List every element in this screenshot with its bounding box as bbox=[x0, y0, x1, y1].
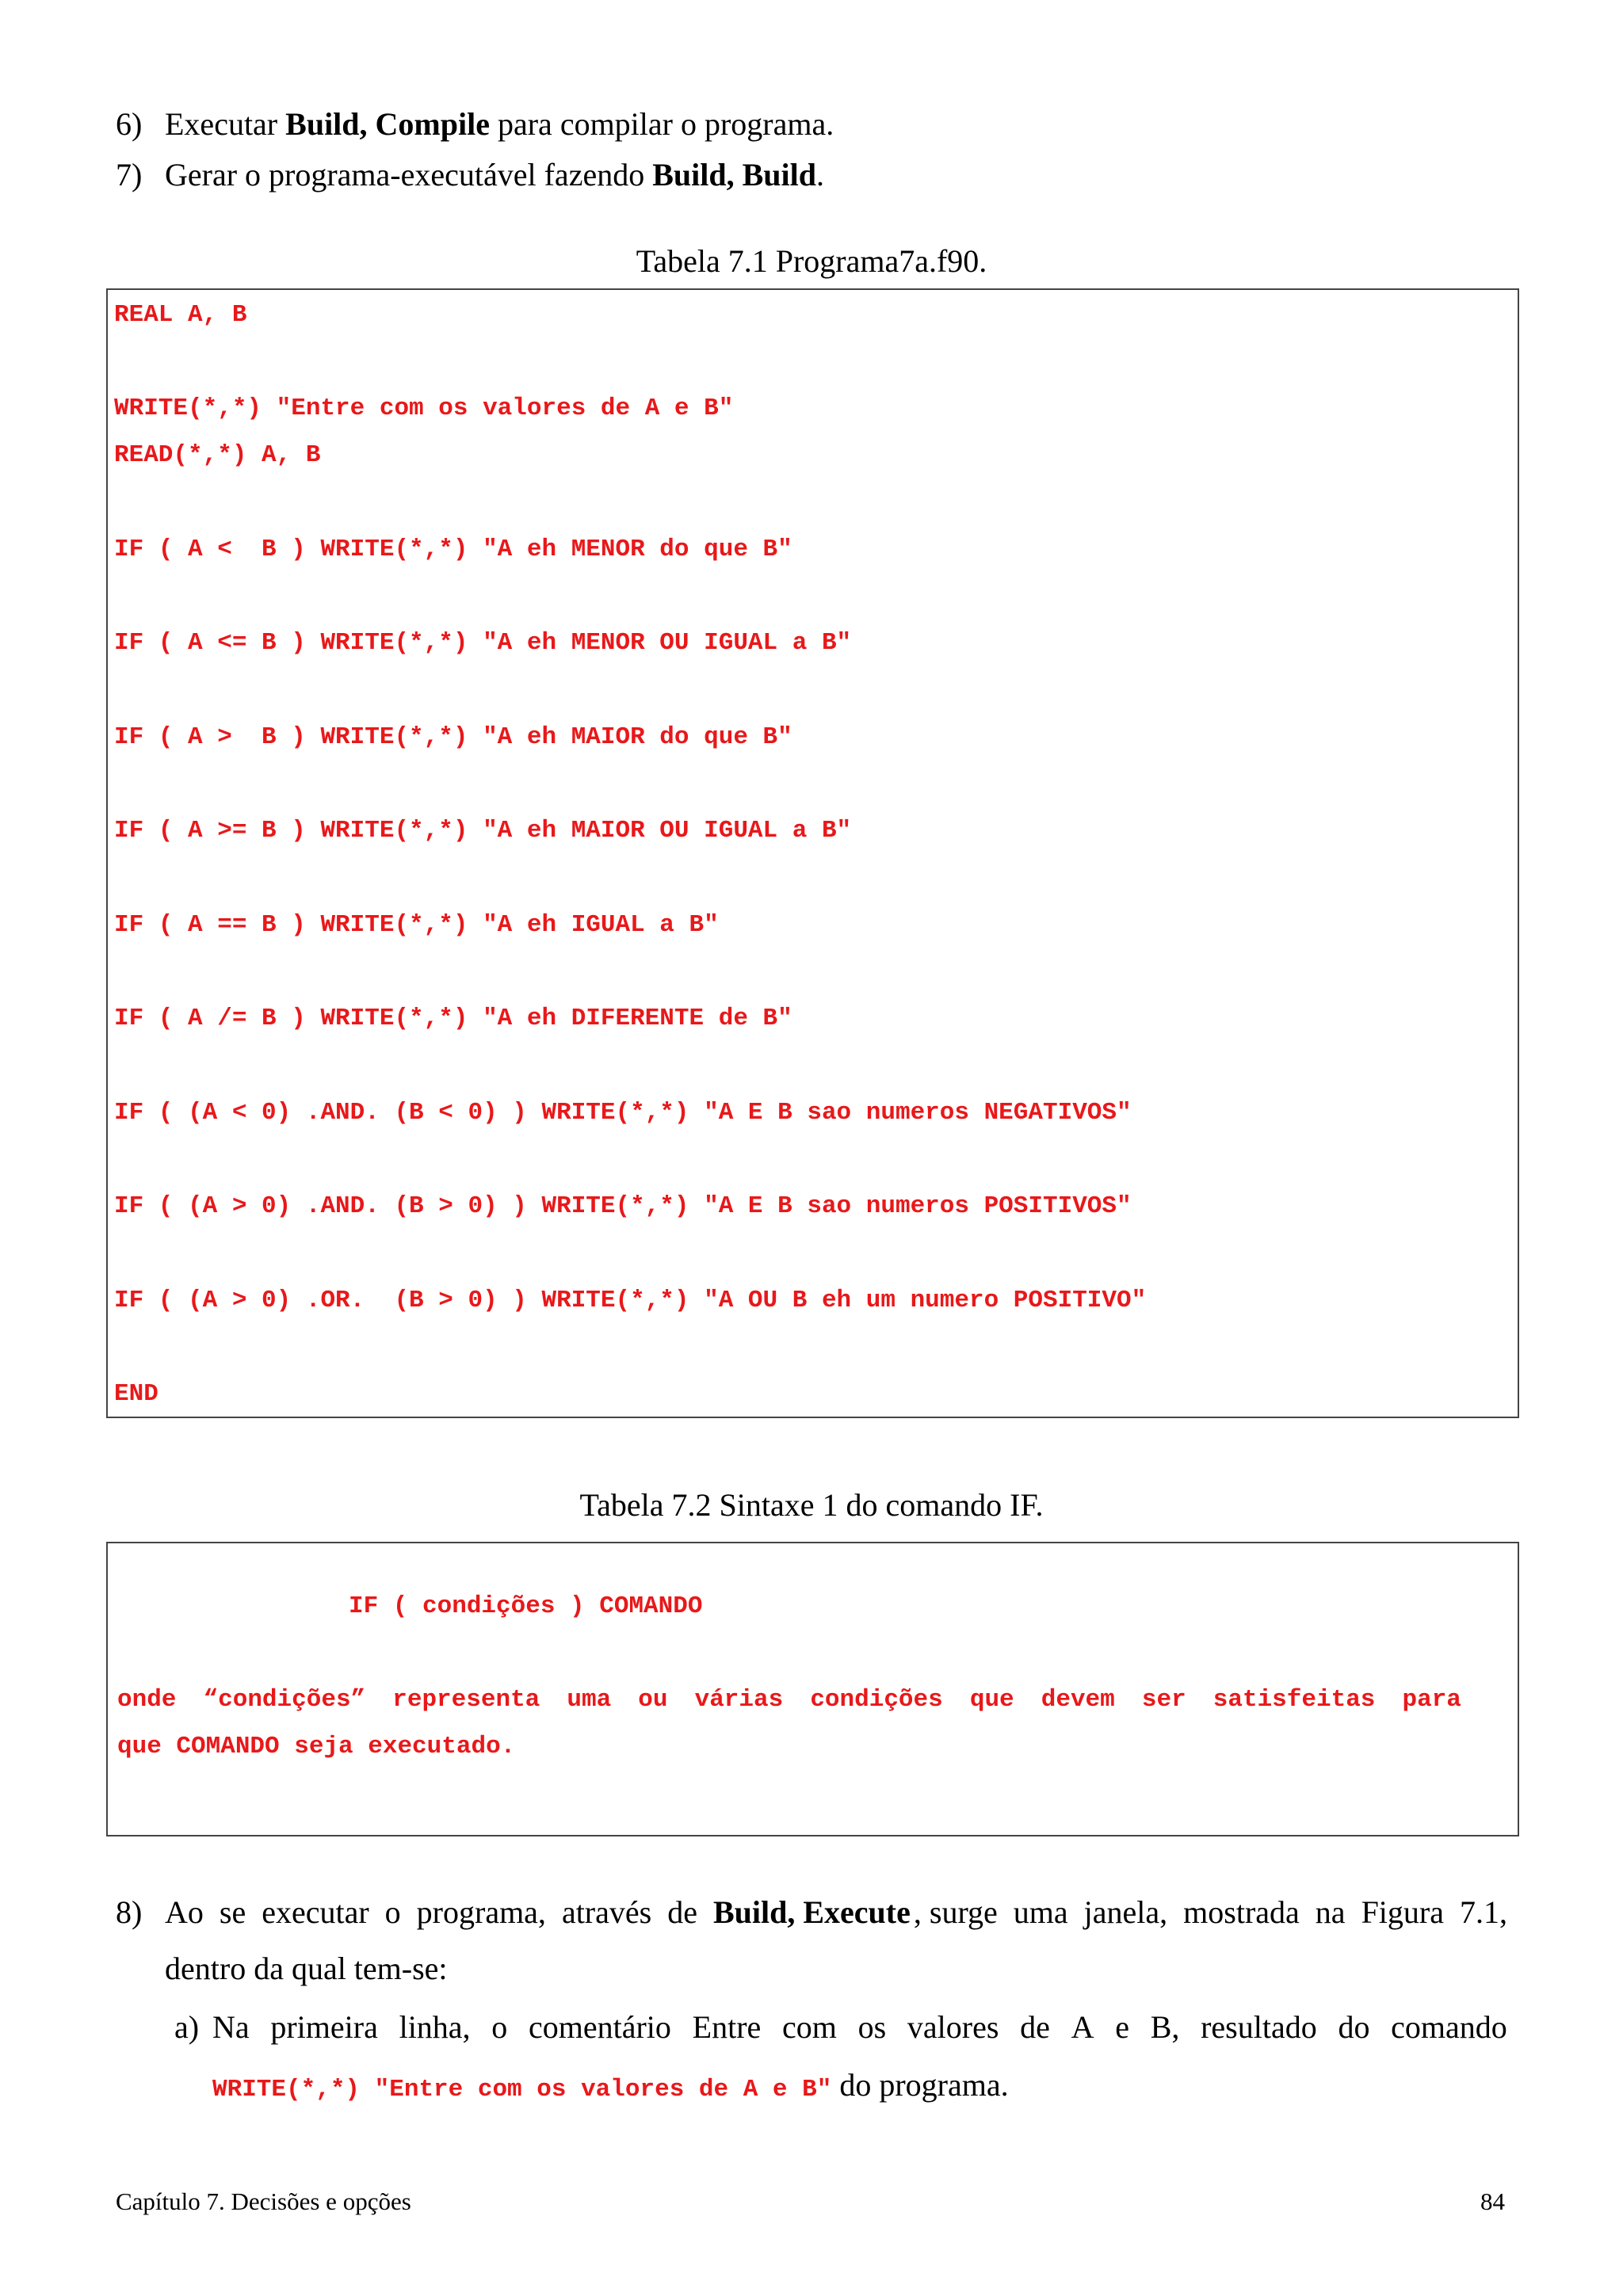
code-line: WRITE(*,*) "Entre com os valores de A e B" bbox=[114, 395, 734, 422]
code-line: IF ( (A > 0) .OR. (B > 0) ) WRITE(*,*) "A OU B eh um numero POSITIVO" bbox=[114, 1287, 1147, 1314]
step-text: . bbox=[816, 157, 824, 193]
step-number: 6) bbox=[116, 106, 143, 142]
menu-command: Build, Execute bbox=[712, 1894, 911, 1930]
code-line: READ(*,*) A, B bbox=[114, 441, 321, 469]
inline-text: do programa. bbox=[831, 2067, 1009, 2103]
code-line: IF ( A == B ) WRITE(*,*) "A eh IGUAL a B" bbox=[114, 911, 719, 939]
page-number: 84 bbox=[1480, 2187, 1505, 2215]
menu-command: Build, Build bbox=[652, 157, 816, 193]
code-line: REAL A, B bbox=[114, 301, 247, 329]
code-listing-box bbox=[106, 288, 1519, 1418]
code-line: END bbox=[114, 1380, 158, 1408]
code-line: IF ( A > B ) WRITE(*,*) "A eh MAIOR do que B" bbox=[114, 723, 792, 751]
code-line: IF ( (A > 0) .AND. (B > 0) ) WRITE(*,*) "A E B sao numeros POSITIVOS" bbox=[114, 1192, 1132, 1220]
code-line: IF ( A <= B ) WRITE(*,*) "A eh MENOR OU IGUAL a B" bbox=[114, 629, 852, 657]
inline-code: WRITE(*,*) "Entre com os valores de A e B" bbox=[212, 2076, 832, 2103]
code-line: IF ( A >= B ) WRITE(*,*) "A eh MAIOR OU IGUAL a B" bbox=[114, 817, 852, 845]
step-text: Gerar o programa-executável fazendo bbox=[165, 157, 653, 193]
step-8-line-2: dentro da qual tem-se: bbox=[165, 1951, 448, 1986]
footer-chapter: Capítulo 7. Decisões e opções bbox=[116, 2187, 411, 2215]
syntax-box bbox=[106, 1542, 1519, 1836]
syntax-description-line: que COMANDO seja executado. bbox=[117, 1733, 516, 1760]
table-caption: Tabela 7.2 Sintaxe 1 do comando IF. bbox=[579, 1487, 1044, 1523]
step-number: 8) bbox=[116, 1894, 143, 1930]
syntax-line: IF ( condições ) COMANDO bbox=[349, 1592, 703, 1620]
code-line: IF ( (A < 0) .AND. (B < 0) ) WRITE(*,*) "A E B sao numeros NEGATIVOS" bbox=[114, 1099, 1132, 1127]
table-caption: Tabela 7.1 Programa7a.f90. bbox=[636, 243, 987, 279]
step-text: para compilar o programa. bbox=[489, 106, 834, 142]
code-line: IF ( A < B ) WRITE(*,*) "A eh MENOR do que B" bbox=[114, 536, 792, 563]
step-number: 7) bbox=[116, 157, 143, 193]
sub-item-label: a) bbox=[174, 2009, 200, 2045]
menu-command: Build, Compile bbox=[285, 106, 490, 142]
step-8-line-1: Ao se executar o programa, através de Build, Execute , surge uma janela, mostrada na Figura 7.1, bbox=[165, 1894, 1507, 1930]
syntax-description-line: onde “condições” representa uma ou várias condições que devem ser satisfeitas para bbox=[117, 1686, 1461, 1714]
sub-item-a-line-2 bbox=[212, 2066, 1009, 2103]
sub-item-a-line-1: Na primeira linha, o comentário Entre com os valores de A e B, resultado do comando bbox=[212, 2009, 1507, 2045]
step-text: Executar bbox=[165, 106, 286, 142]
code-line: IF ( A /= B ) WRITE(*,*) "A eh DIFERENTE de B" bbox=[114, 1005, 792, 1032]
